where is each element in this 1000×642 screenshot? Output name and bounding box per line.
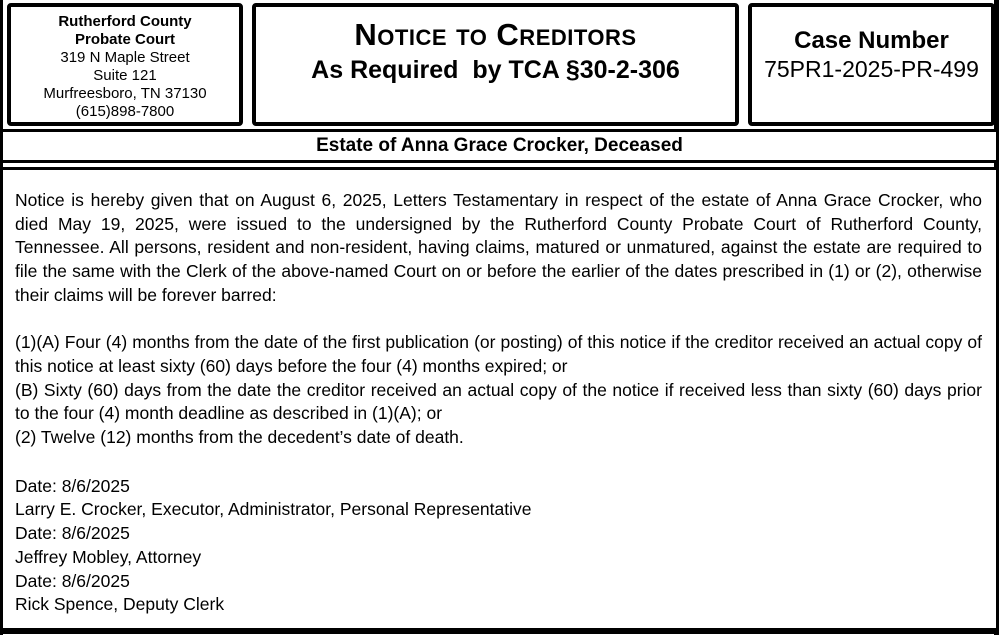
court-address-street: 319 N Maple Street — [60, 49, 190, 66]
signature-name-clerk: Rick Spence, Deputy Clerk — [15, 594, 225, 615]
header-row — [0, 3, 995, 126]
estate-title-bar — [0, 129, 999, 163]
case-number-label: Case Number — [794, 27, 949, 54]
deadline-item-b: (B) Sixty (60) days from the date the creditor received an actual copy of the notice if received less than sixty (60) days prior to the four (4) month deadline as described in (1)(A); or — [15, 379, 982, 424]
signature-date-attorney: Date: 8/6/2025 — [15, 523, 130, 544]
case-number-value: 75PR1-2025-PR-499 — [764, 56, 979, 82]
deadline-item-1a: (1)(A) Four (4) months from the date of the first publication (or posting) of this notice if the creditor received an actual copy of this notice at least sixty (60) days before the four (4) months expired; or — [15, 332, 982, 376]
court-phone: (615)898-7800 — [75, 103, 175, 120]
court-address-city: Murfreesboro, TN 37130 — [43, 85, 207, 102]
court-address-suite: Suite 121 — [93, 67, 157, 84]
notice-title: Notice to Creditors — [354, 17, 637, 52]
signature-name-attorney: Jeffrey Mobley, Attorney — [15, 546, 202, 567]
signature-date-clerk: Date: 8/6/2025 — [15, 570, 130, 591]
deadline-item-2: (2) Twelve (12) months from the decedent’s date of death. — [15, 427, 464, 448]
notice-paragraph: Notice is hereby given that on August 6, 2025, Letters Testamentary in respect of the estate of Anna Grace Crocker, who died May 19, 2025, were issued to the undersigned by the Rutherford County Probate Court of Rutherford County, Tennessee. All persons, resident and non-resident, having claims, matured or unmatured, against the estate are required to file the same with the Clerk of the above-named Court on or before the earlier of the dates prescribed in (1) or (2), otherwise their claims will be forever barred: — [15, 190, 982, 305]
signature-date-executor: Date: 8/6/2025 — [15, 475, 130, 496]
notice-title-box — [252, 3, 739, 126]
court-info-box — [7, 3, 243, 126]
case-number-box — [748, 3, 995, 126]
signature-block — [15, 475, 982, 617]
estate-title: Estate of Anna Grace Crocker, Deceased — [316, 135, 683, 156]
notice-subtitle: As Required by TCA §30-2-306 — [311, 56, 680, 84]
court-name-line1: Rutherford County — [58, 13, 192, 30]
signature-name-executor: Larry E. Crocker, Executor, Administrator, Personal Representative — [15, 499, 532, 520]
deadline-items — [15, 331, 982, 450]
notice-body-box — [0, 167, 999, 634]
court-name-line2: Probate Court — [74, 31, 175, 48]
